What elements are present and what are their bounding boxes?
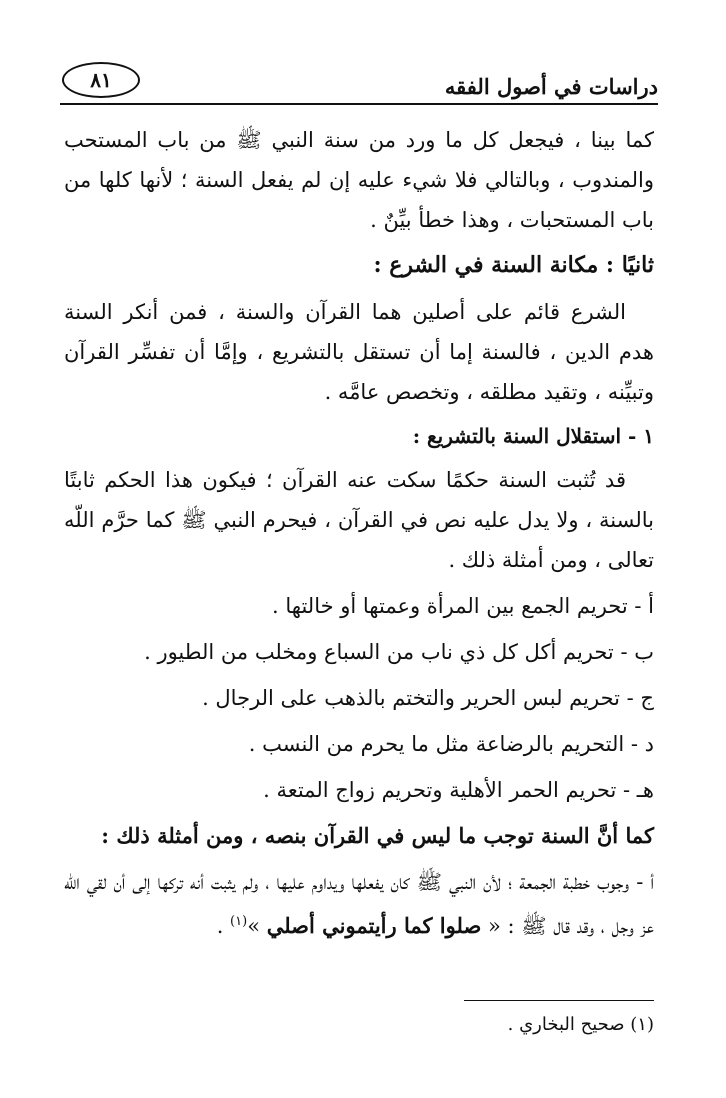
example-item: ب - تحريم أكل كل ذي ناب من السباع ومخلب من الطيور . xyxy=(144,640,654,664)
sub-heading: ١ - استقلال السنة بالتشريع : xyxy=(412,424,654,448)
footnote-marker: (١) xyxy=(230,914,248,929)
section-paragraph: الشرع قائم على أصلين هما القرآن والسنة ، فمن أنكر السنة هدم الدين ، فالسنة إما أن تستقل بالتشريع ، وإمَّا أن تفسِّر القرآن وتبيِّنه ، وتقيد مطلقه ، وتخصص عامَّه . xyxy=(64,300,654,404)
final-text: أ - وجوب خطبة الجمعة ؛ لأن النبي ﷺ كان يفعلها ويداوم عليها ، ولم يثبت أنه تركها إلى أن لقي اللّه عز وجل ، وقد قال ﷺ : « xyxy=(64,870,654,938)
header-rule xyxy=(60,103,658,105)
sub-paragraph: قد تُثبت السنة حكمًا سكت عنه القرآن ؛ فيكون هذا الحكم ثابتًا بالسنة ، ولا يدل عليه نص في القرآن ، فيحرم النبي ﷺ كما حرَّم اللّه تعالى ، ومن أمثلة ذلك . xyxy=(64,468,654,572)
page-header xyxy=(60,62,658,106)
final-end: . xyxy=(216,914,231,938)
example-item: أ - تحريم الجمع بين المرأة وعمتها أو خالتها . xyxy=(272,594,654,618)
quote-close: » xyxy=(247,914,267,938)
bold-statement: كما أنَّ السنة توجب ما ليس في القرآن بنصه ، ومن أمثلة ذلك : xyxy=(101,823,654,848)
running-title: دراسات في أصول الفقه xyxy=(444,74,658,99)
example-item: د - التحريم بالرضاعة مثل ما يحرم من النسب . xyxy=(248,732,654,756)
final-paragraph xyxy=(64,862,654,946)
footnote-rule xyxy=(464,1000,654,1001)
intro-paragraph: كما بينا ، فيجعل كل ما ورد من سنة النبي ﷺ من باب المستحب والمندوب ، وبالتالي فلا شيء عليه إن لم يفعل السنة ؛ لأنها كلها من باب المستحبات ، وهذا خطأ بيِّنٌ . xyxy=(64,128,654,232)
section-heading: ثانيًا : مكانة السنة في الشرع : xyxy=(373,252,654,278)
page-number: ٨١ xyxy=(62,62,140,98)
example-item: هـ - تحريم الحمر الأهلية وتحريم زواج المتعة . xyxy=(263,778,654,802)
hadith-quote: صلوا كما رأيتموني أصلي xyxy=(266,913,482,938)
page-body xyxy=(64,120,654,946)
example-item: ج - تحريم لبس الحرير والتختم بالذهب على الرجال . xyxy=(202,686,654,710)
footnote: (١) صحيح البخاري . xyxy=(507,1014,654,1035)
